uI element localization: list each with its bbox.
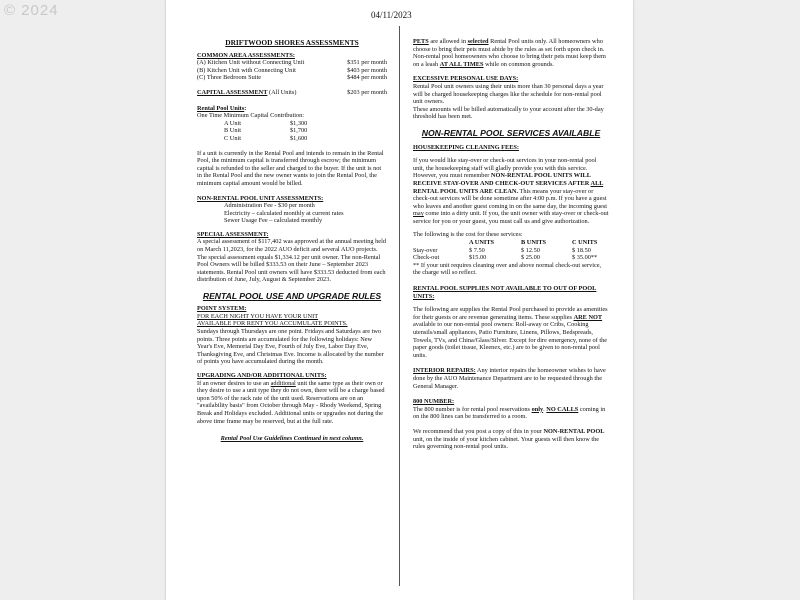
- interior-repairs-text: Any interior repairs the homeowner wishes to have done by the AUO Maintenance Department are to be requested through the General Manager.: [413, 367, 606, 390]
- supplies-are-not: ARE NOT: [573, 313, 603, 321]
- cost-cell: $ 25.00: [521, 254, 540, 262]
- rental-pool-units-section: [197, 105, 387, 188]
- capital-amount: $203 per month: [347, 88, 387, 96]
- upgrading-text: [197, 380, 387, 426]
- upgrading-text-b: unit the same type as their own or they desire to use a unit type they do not own, there will be a charge based upon 50% of the rack rate of the unit used. Reservations are on an "availability basis" from October through May - Rhody Weekend, Spring Break and Holidays excluded. Additional units or upgrades not during the above time frame may be reserved, but at the full rate.: [197, 379, 385, 425]
- capital-contribution-table: [224, 120, 387, 143]
- item-label: (A) Kitchen Unit without Connecting Unit: [197, 59, 305, 67]
- hk-bold-b: RENTAL POOL UNITS ARE CLEAN.: [413, 187, 519, 195]
- cost-cell: Stay-over: [413, 246, 438, 254]
- upgrading-text-underlined: additional: [270, 379, 296, 387]
- upgrading-text-a: If an owner desires to use an: [197, 379, 271, 387]
- housekeeping-heading: HOUSEKEEPING CLEANING FEES:: [413, 143, 520, 151]
- interior-repairs-heading: INTERIOR REPAIRS:: [413, 367, 476, 375]
- right-column: [413, 38, 609, 451]
- cost-cell: $15.00: [469, 254, 487, 262]
- pets-text-c: while on common grounds.: [483, 60, 554, 68]
- hk-bold-a: NON-RENTAL POOL UNITS WILL RECEIVE STAY-OVER AND CHECK-OUT SERVICES AFTER: [413, 172, 591, 187]
- special-assessment-section: [197, 231, 387, 284]
- heading-colon: :: [244, 104, 247, 112]
- item-amount: $403 per month: [347, 66, 387, 74]
- common-area-item: [197, 74, 387, 82]
- excessive-use-section: [413, 75, 609, 121]
- supplies-text: [413, 306, 609, 359]
- item-amount: $484 per month: [347, 74, 387, 82]
- n800-heading: 800 NUMBER:: [413, 398, 455, 406]
- upgrading-section: [197, 372, 387, 425]
- document-page: [166, 0, 633, 600]
- item-label: (B) Kitchen Unit with Connecting Unit: [197, 66, 296, 74]
- unit-amount: $1,300: [290, 119, 308, 127]
- unit-name: B Unit: [224, 127, 241, 135]
- pets-selected: selected: [467, 38, 489, 45]
- hk-text-b: This means your stay-over or check-out services will be done sometime after 4:00 p.m. If you have a guest who leaves and another guest coming in on the same day, the incoming guest: [413, 187, 608, 210]
- n800-recommend: [413, 428, 609, 451]
- rental-pool-units-heading: Rental Pool Units: [197, 104, 245, 112]
- rules-title: RENTAL POOL USE AND UPGRADE RULES: [202, 291, 382, 302]
- hk-bold-all: ALL: [590, 179, 604, 187]
- cost-header: [413, 239, 469, 247]
- item-label: (C) Three Bedroom Suite: [197, 74, 262, 82]
- excessive-use-text2: These amounts will be billed automatically to your account after the 30-day threshold has been met.: [413, 105, 604, 121]
- item-amount: $351 per month: [347, 59, 387, 67]
- interior-repairs-section: [413, 367, 609, 390]
- column-divider: [399, 26, 400, 586]
- housekeeping-section: [413, 144, 609, 278]
- pets-paragraph: [413, 38, 609, 68]
- pets-all-times: AT ALL TIMES: [439, 60, 484, 68]
- housekeeping-text: [413, 157, 609, 225]
- pets-text-b: Rental Pool units only. All homeowners who choose to bring their pets must abide by the rules as set forth upon check in. Non-rental pool homeowners who choose to bring their pets must keep them on a leash: [413, 38, 606, 68]
- cost-intro: The following is the cost for these services:: [413, 231, 523, 239]
- supplies-section: [413, 285, 609, 359]
- cost-cell: $ 35.00**: [572, 254, 598, 262]
- n800-text-c: coming in on the 800 lines can be transferred to a room.: [413, 405, 606, 421]
- cost-header: C UNITS: [572, 239, 598, 247]
- pets-text-a: are allowed in: [428, 38, 468, 45]
- capital-note: (All Units): [267, 88, 297, 96]
- left-column: [197, 38, 387, 443]
- n800-text-a: The 800 number is for rental pool reservations: [413, 405, 532, 413]
- non-rental-assessments-section: [197, 195, 387, 225]
- cost-header: A UNITS: [469, 239, 495, 247]
- supplies-text-a: The following are supplies the Rental Pool purchased to provide as amenities for their guests or are revenue generating items. These supplies: [413, 306, 608, 321]
- supplies-text-b: available to our non-rental pool owners: Roll-away or Cribs, Cooking utensils/small appliances, Patio Furniture, Linens, Pillows, Bedspreads, Towels, TVs, and China/Glass/Silver. Except for dire emergency, none of the paper goods (toilet tissue, Kleenex, etc.) are to be given to non-rental pool units.: [413, 321, 608, 359]
- point-system-sub2: AVAILABLE FOR RENT YOU ACCUMULATE POINTS.: [197, 320, 348, 328]
- hk-text-a: If you would like stay-over or check-out services in your non-rental pool unit, the housekeeping staff will gladly provide you with this service. However, you must remember: [413, 157, 597, 180]
- common-area-section: [197, 52, 387, 82]
- non-rental-assessments-heading: NON-RENTAL POOL UNIT ASSESSMENTS:: [197, 194, 324, 202]
- excessive-use-text: Rental Pool unit owners using their units more than 30 personal days a year will be charged housekeeping charges like the schedule for non-rental pool unit owners.: [413, 82, 604, 106]
- n800-no-calls: NO CALLS: [546, 405, 579, 413]
- cost-note: ** If your unit requires cleaning over and above normal check-out service, the charge will so reflect.: [413, 261, 602, 277]
- rental-pool-units-paragraph: If a unit is currently in the Rental Pool and intends to remain in the Rental Pool, the minimum capital is transferred through escrow; the minimum capital is refunded to the seller and charged to the buyer. If the unit is not in the Rental Pool and the new owner wants to join the Rental Pool, the minimum capital amount would be billed.: [197, 149, 384, 187]
- capital-heading: CAPITAL ASSESSMENT: [197, 88, 268, 96]
- unit-name: C Unit: [224, 134, 241, 142]
- upgrading-heading: UPGRADING AND/OR ADDITIONAL UNITS:: [197, 371, 327, 379]
- unit-amount: $1,600: [290, 134, 308, 142]
- document-date: 04/11/2023: [371, 10, 412, 20]
- cost-table: [413, 239, 609, 262]
- non-rental-services-title: NON-RENTAL POOL SERVICES AVAILABLE: [421, 127, 601, 138]
- cost-cell: Check-out: [413, 254, 440, 262]
- copyright-watermark: © 2024: [4, 2, 59, 19]
- point-system-text: Sundays through Thursdays are one point. Fridays and Saturdays are two points. Three points are accumulated for the following holidays: New Year's Eve, Memorial Day Eve, Fourth of July Eve, Labor Day Eve, Thanksgiving Eve, and Christmas Eve. Income is allocated by the number of points you have accumulated during the month.: [197, 328, 384, 366]
- common-area-item: [197, 67, 387, 75]
- point-system-section: [197, 305, 387, 366]
- recommend-bold: NON-RENTAL POOL: [543, 427, 605, 435]
- cost-header: B UNITS: [521, 239, 547, 247]
- point-system-heading: POINT SYSTEM:: [197, 305, 247, 313]
- common-area-heading: COMMON AREA ASSESSMENTS:: [197, 51, 295, 59]
- n800-text: [413, 406, 609, 421]
- page-title: DRIFTWOOD SHORES ASSESSMENTS: [225, 38, 359, 47]
- cost-cell: $ 18.50: [572, 246, 591, 254]
- recommend-text-a: We recommend that you post a copy of this in your: [413, 427, 544, 435]
- hk-text-c: come into a dirty unit. If you, the unit owner with stay-over or check-out service for you or your guest, you must call us and give authorization.: [413, 210, 609, 225]
- continued-note: Rental Pool Use Guidelines Continued in next column.: [220, 435, 364, 443]
- recommend-text-b: unit, on the inside of your kitchen cabinet. Your guests will then know the rules governing non-rental pool units.: [413, 435, 600, 451]
- pets-label: PETS: [413, 38, 429, 45]
- point-system-sub1: FOR EACH NIGHT YOU HAVE YOUR UNIT: [197, 312, 319, 320]
- supplies-heading: RENTAL POOL SUPPLIES NOT AVAILABLE TO OUT OF POOL UNITS:: [413, 285, 597, 300]
- assessment-item: Electricity – calculated monthly at current rates: [224, 209, 344, 217]
- hk-text-may: may: [413, 210, 424, 218]
- special-assessment-heading: SPECIAL ASSESSMENT:: [197, 230, 269, 238]
- unit-name: A Unit: [224, 119, 241, 127]
- unit-amount: $1,700: [290, 127, 308, 135]
- cost-cell: $ 12.50: [521, 246, 540, 254]
- n800-only: only: [531, 405, 544, 413]
- assessment-item: Administration Fee - $30 per month: [224, 202, 315, 210]
- n800-text-b: .: [543, 405, 547, 413]
- common-area-item: [197, 59, 387, 67]
- capital-assessment: [197, 89, 387, 97]
- rental-pool-units-subtitle: One Time Minimum Capital Contribution:: [197, 112, 305, 120]
- cost-cell: $ 7.50: [469, 246, 485, 254]
- assessment-item: Sewer Usage Fee – calculated monthly: [224, 217, 323, 225]
- n800-section: [413, 398, 609, 451]
- excessive-use-heading: EXCESSIVE PERSONAL USE DAYS:: [413, 75, 519, 83]
- special-assessment-text: A special assessment of $117,402 was approved at the annual meeting held on March 11,2023, for the 2022 AUO deficit and several AUO projects. The special assessment equals $1,334.12 per unit owner. The non-Rental Pool Owners will be billed $333.53 on their June – September 2023 statements. Rental Pool unit owners will have $333.53 deducted from each distribution of June, July, August & September 2023.: [197, 238, 386, 284]
